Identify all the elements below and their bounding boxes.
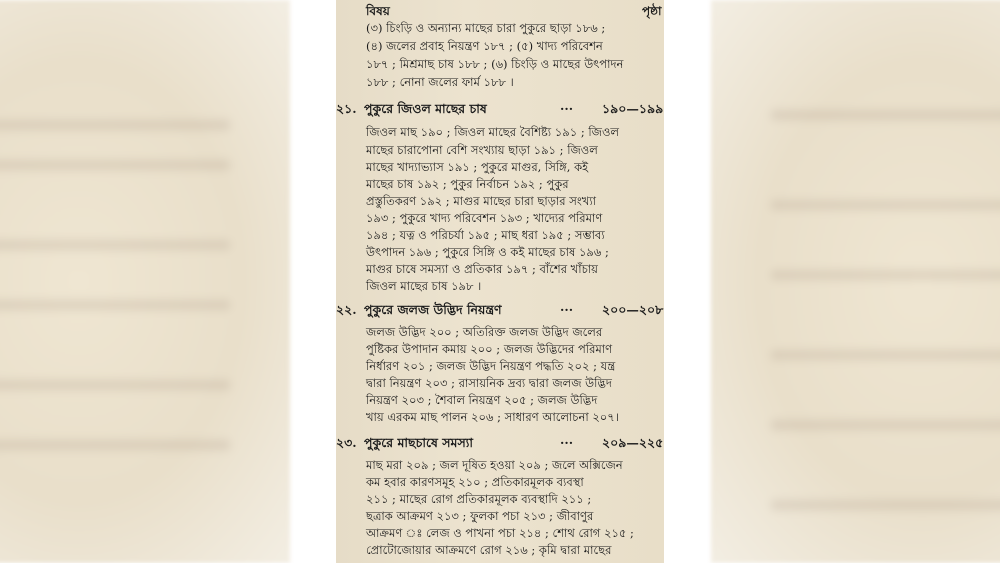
- section-body-line: প্রোটোজোয়ার আক্রমণে রোগ ২১৬ ; কৃমি দ্বারা মাছের: [366, 543, 612, 557]
- blurred-background-right: [711, 0, 1000, 563]
- section-body-line: জিওল মাছ ১৯০ ; জিওল মাছের বৈশিষ্ট্য ১৯১ ; জিওল: [366, 125, 619, 139]
- section-body-line: জিওল মাছের চাষ ১৯৮ ।: [366, 279, 482, 293]
- section-body-line: প্রস্তুতিকরণ ১৯২ ; মাগুর মাছের চারা ছাড়ার সংখ্যা: [366, 194, 596, 208]
- section-body-line: ছত্রাক আক্রমণ ২১৩ ; ফুলকা পচা ২১৩ ; জীবাণুর: [366, 509, 594, 523]
- leader-dots: ···: [560, 435, 574, 450]
- blurred-background-left: [0, 0, 290, 563]
- intro-line: ১৮৮ ; নোনা জলের ফার্ম ১৮৮ ।: [366, 75, 514, 89]
- intro-line: (৩) চিংড়ি ও অন্যান্য মাছের চারা পুকুরে ছাড়া ১৮৬ ;: [366, 21, 606, 35]
- section-body-line: খায় এরকম মাছ পালন ২০৬ ; সাধারণ আলোচনা ২০৭।: [366, 410, 619, 424]
- page-range: ২০৯—২২৫: [602, 435, 664, 450]
- intro-line: ১৮৭ ; মিশ্রমাছ চাষ ১৮৮ ; (৬) চিংড়ি ও মাছের উৎপাদন: [366, 57, 624, 71]
- section-body-line: নিয়ন্ত্রণ ২০৩ ; শৈবাল নিয়ন্ত্রণ ২০৫ ; জলজ উদ্ভিদ: [366, 393, 598, 407]
- intro-line: (৪) জলের প্রবাহ নিয়ন্ত্রণ ১৮৭ ; (৫) খাদ্য পরিবেশন: [366, 39, 603, 53]
- section-body-line: জলজ উদ্ভিদ ২০০ ; অতিরিক্ত জলজ উদ্ভিদ জলের: [366, 325, 603, 339]
- section-body-line: উৎপাদন ১৯৬ ; পুকুরে সিঙ্গি ও কই মাছের চাষ ১৯৬ ;: [366, 245, 609, 259]
- page-range: ২০০—২০৮: [602, 302, 664, 317]
- section-body-line: ২১১ ; মাছের রোগ প্রতিকারমূলক ব্যবস্থাদি ২১১ ;: [366, 492, 592, 506]
- section-number: ২১.: [336, 101, 357, 116]
- section-title: পুকুরে জলজ উদ্ভিদ নিয়ন্ত্রণ: [364, 302, 502, 317]
- section-number: ২২.: [336, 302, 357, 317]
- section-body-line: আক্রমণ ঃ লেজ ও পাখনা পচা ২১৪ ; শোথ রোগ ২১৫ ;: [366, 526, 634, 540]
- section-title: পুকুরে জিওল মাছের চাষ: [364, 101, 487, 116]
- section-body-line: ১৯৩ ; পুকুরে খাদ্য পরিবেশন ১৯৩ ; খাদ্যের পরিমাণ: [366, 211, 603, 225]
- section-body-line: ১৯৪ ; যত্ন ও পরিচর্যা ১৯৫ ; মাছ ধরা ১৯৫ ; সম্ভাব্য: [366, 228, 605, 242]
- section-body-line: নির্ধারণ ২০১ ; জলজ উদ্ভিদ নিয়ন্ত্রণ পদ্ধতি ২০২ ; যন্ত্র: [366, 359, 616, 373]
- section-body-line: পুষ্টিকর উপাদান কমায় ২০০ ; জলজ উদ্ভিদের পরিমাণ: [366, 342, 613, 356]
- section-body-line: মাগুর চাষে সমস্যা ও প্রতিকার ১৯৭ ; বাঁশের খাঁচায়: [366, 262, 598, 276]
- column-header-page: পৃষ্ঠা: [642, 4, 662, 18]
- section-body-line: মাছের চাষ ১৯২ ; পুকুর নির্বাচন ১৯২ ; পুকুর: [366, 177, 569, 191]
- book-page: [336, 0, 664, 563]
- leader-dots: ···: [560, 101, 574, 116]
- section-body-line: মাছের খাদ্যাভ্যাস ১৯১ ; পুকুরে মাগুর, সিঙ্গি, কই: [366, 160, 589, 174]
- section-body-line: মাছ মরা ২০৯ ; জল দূষিত হওয়া ২০৯ ; জলে অক্সিজেন: [366, 458, 623, 472]
- section-title: পুকুরে মাছচাষে সমস্যা: [364, 435, 473, 450]
- column-header-subject: বিষয়: [366, 4, 390, 18]
- page-range: ১৯০—১৯৯: [602, 101, 664, 116]
- section-body-line: দ্বারা নিয়ন্ত্রণ ২০৩ ; রাসায়নিক দ্রব্য দ্বারা জলজ উদ্ভিদ: [366, 376, 612, 390]
- section-body-line: মাছের চারাপোনা বেশি সংখ্যায় ছাড়া ১৯১ ; জিওল: [366, 143, 598, 157]
- section-number: ২৩.: [336, 435, 357, 450]
- leader-dots: ···: [560, 302, 574, 317]
- section-body-line: কম হবার কারণসমূহ ২১০ ; প্রতিকারমূলক ব্যবস্থা: [366, 475, 584, 489]
